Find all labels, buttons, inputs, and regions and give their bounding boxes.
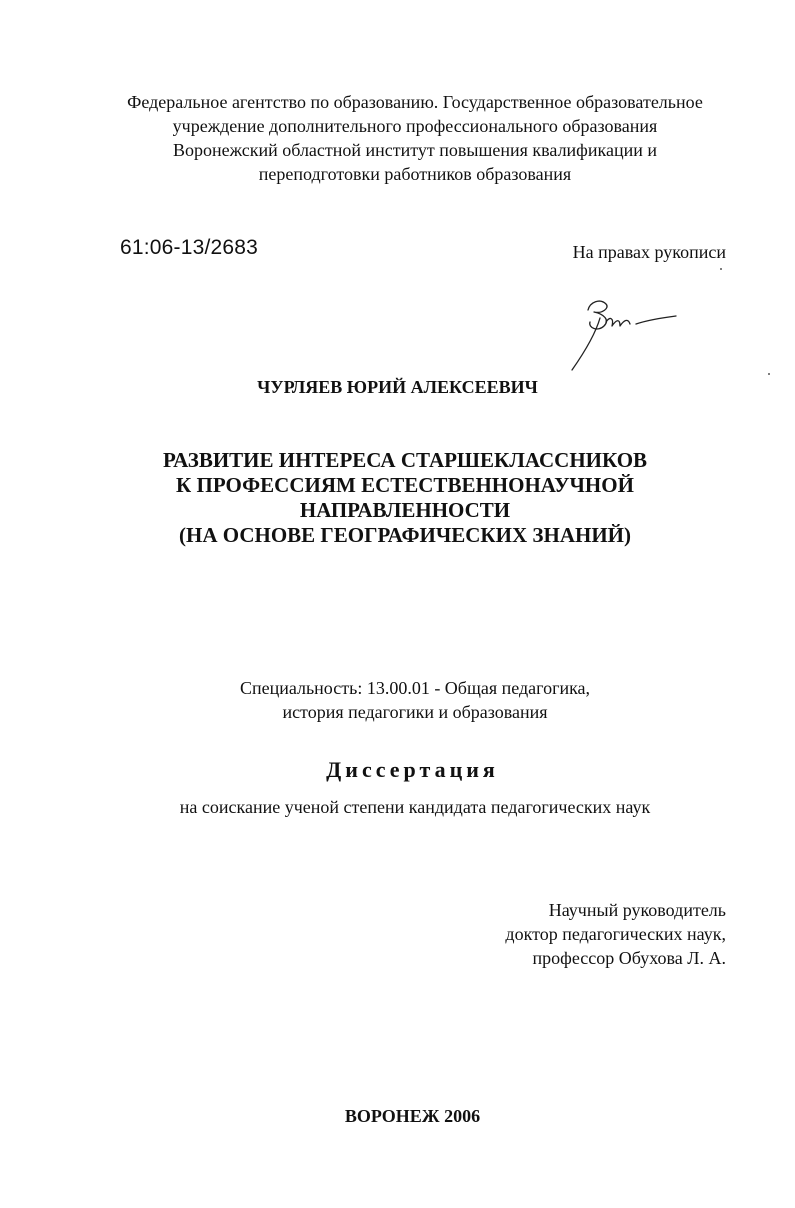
specialty bbox=[60, 676, 770, 724]
specialty-line: Специальность: 13.00.01 - Общая педагогика, bbox=[239, 678, 591, 698]
manuscript-rights: На правах рукописи bbox=[572, 242, 726, 262]
header-line: переподготовки работников образования bbox=[258, 164, 572, 184]
handwritten-signature bbox=[560, 292, 685, 377]
scientific-supervisor bbox=[505, 898, 726, 970]
header-line: Воронежский областной институт повышения квалификации и bbox=[173, 140, 657, 160]
header-line: Федеральное агентство по образованию. Государственное образовательное bbox=[127, 92, 703, 112]
dissertation-title bbox=[60, 448, 750, 548]
institution-header bbox=[60, 90, 770, 186]
supervisor-line: профессор Обухова Л. А. bbox=[532, 948, 726, 968]
title-line: РАЗВИТИЕ ИНТЕРЕСА СТАРШЕКЛАССНИКОВ bbox=[162, 448, 648, 472]
scan-speck bbox=[720, 268, 722, 270]
supervisor-line: доктор педагогических наук, bbox=[505, 924, 726, 944]
title-line: НАПРАВЛЕННОСТИ bbox=[299, 498, 511, 522]
title-line: (НА ОСНОВЕ ГЕОГРАФИЧЕСКИХ ЗНАНИЙ) bbox=[179, 523, 631, 547]
header-line: учреждение дополнительного профессионального образования bbox=[172, 116, 658, 136]
scan-speck bbox=[768, 373, 770, 375]
dissertation-heading: Диссертация bbox=[326, 757, 499, 782]
specialty-line: история педагогики и образования bbox=[282, 702, 548, 722]
title-line: К ПРОФЕССИЯМ ЕСТЕСТВЕННОНАУЧНОЙ bbox=[176, 473, 634, 497]
catalog-number: 61:06-13/2683 bbox=[120, 236, 259, 259]
supervisor-line: Научный руководитель bbox=[548, 900, 726, 920]
dissertation-purpose: на соискание ученой степени кандидата педагогических наук bbox=[179, 797, 651, 817]
author-name: ЧУРЛЯЕВ ЮРИЙ АЛЕКСЕЕВИЧ bbox=[257, 377, 538, 397]
city-and-year: ВОРОНЕЖ 2006 bbox=[344, 1106, 481, 1126]
